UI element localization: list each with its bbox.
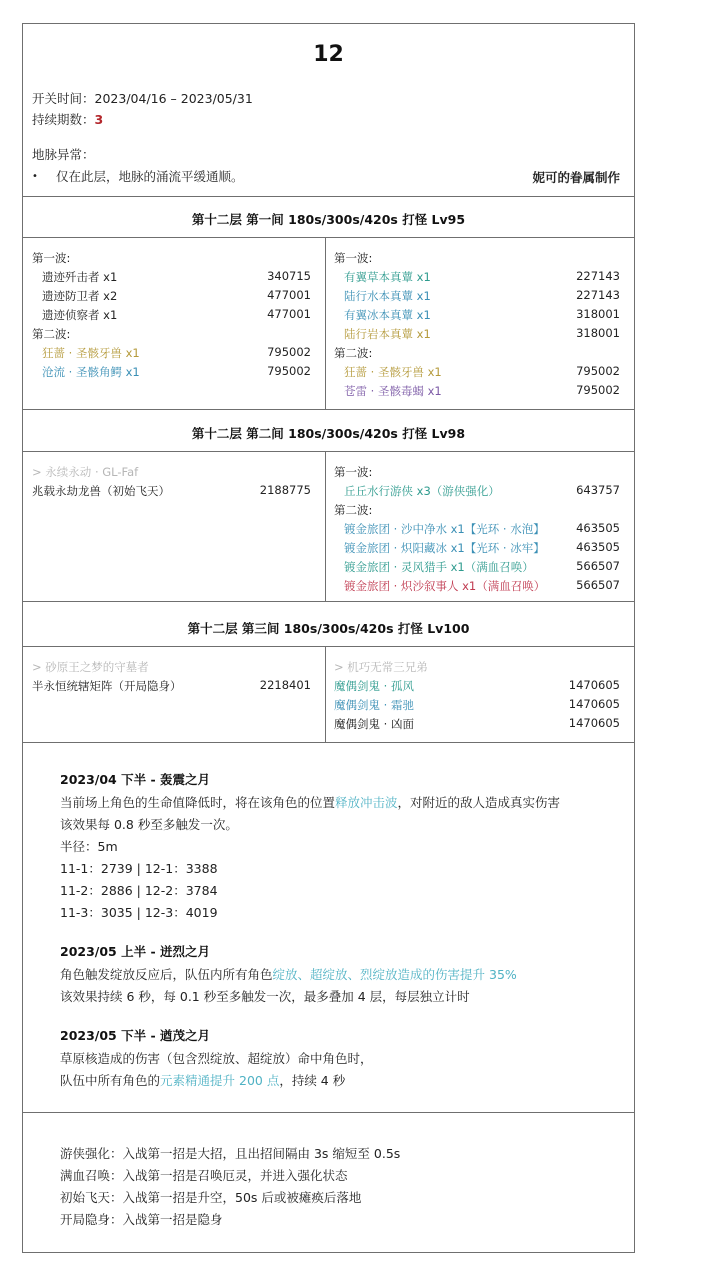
enemy-hp: 2218401	[259, 678, 311, 692]
note-ranger-buff: 游侠强化：入战第一招是大招，且出招间隔由 3s 缩短至 0.5s	[60, 1146, 401, 1161]
wave-label: 第一波:	[32, 251, 71, 265]
moon-1-cooldown: 该效果每 0.8 秒至多触发一次。	[60, 817, 238, 832]
enemy-row: 丘丘水行游侠 x3（游侠强化）	[344, 484, 500, 498]
chamber-3-title: 第十二层 第三间 180s/300s/420s 打怪 Lv100	[187, 621, 470, 636]
enemy-row: 遗迹防卫者 x2	[42, 289, 118, 303]
wave-label: 第一波:	[334, 251, 373, 265]
author-credit: 妮可的眷属制作	[532, 170, 620, 185]
enemy-row: 魔偶剑鬼 · 孤风	[334, 679, 414, 693]
chamber-2-title: 第十二层 第二间 180s/300s/420s 打怪 Lv98	[191, 426, 466, 441]
enemy-row: 陆行水本真蕈 x1	[344, 289, 431, 303]
note-full-hp-summon: 满血召唤：入战第一招是召唤厄灵，并进入强化状态	[60, 1168, 348, 1183]
enemy-hp: 1470605	[568, 678, 620, 692]
enemy-hp: 477001	[267, 288, 311, 302]
enemy-row: 有翼冰本真蕈 x1	[344, 308, 431, 322]
moon-1-radius: 半径：5m	[60, 839, 118, 854]
chamber-1-title: 第十二层 第一间 180s/300s/420s 打怪 Lv95	[191, 212, 466, 227]
enemy-row: 遗迹侦察者 x1	[42, 308, 118, 322]
enemy-row: 镀金旅团 · 炽沙叙事人 x1（满血召唤）	[344, 579, 546, 593]
divider	[23, 237, 634, 238]
divider	[23, 742, 634, 743]
ley-line-text: 仅在此层，地脉的涌流平缓通顺。	[56, 169, 244, 184]
enemy-hp: 795002	[267, 345, 311, 359]
enemy-row: 魔偶剑鬼 · 凶面	[334, 717, 414, 731]
divider	[23, 601, 634, 602]
half-divider	[325, 237, 326, 409]
enemy-row: 陆行岩本真蕈 x1	[344, 327, 431, 341]
enemy-hp: 566507	[576, 559, 620, 573]
enemy-row: 兆载永劫龙兽（初始飞天）	[32, 484, 170, 498]
open-time: 开关时间：2023/04/16 – 2023/05/31	[32, 91, 253, 106]
enemy-hp: 318001	[576, 307, 620, 321]
boss-group-label: > 砂原王之梦的守墓者	[32, 660, 149, 674]
moon-3-effect: 队伍中所有角色的元素精通提升 200 点，持续 4 秒	[60, 1073, 346, 1088]
enemy-row: 魔偶剑鬼 · 霜驰	[334, 698, 414, 712]
wave-label: 第二波:	[334, 346, 373, 360]
moon-2-desc: 角色触发绽放反应后，队伍内所有角色绽放、超绽放、烈绽放造成的伤害提升 35%	[60, 967, 517, 982]
note-stealth-start: 开局隐身：入战第一招是隐身	[60, 1212, 223, 1227]
enemy-row: 镀金旅团 · 炽阳藏冰 x1【光环 · 冰牢】	[344, 541, 545, 555]
ley-line-label: 地脉异常：	[32, 147, 95, 162]
enemy-row: 狂蔷 · 圣骸牙兽 x1	[42, 346, 140, 360]
enemy-row: 遗迹歼击者 x1	[42, 270, 118, 284]
enemy-hp: 227143	[576, 288, 620, 302]
note-initial-flight: 初始飞天：入战第一招是升空，50s 后或被瘫痪后落地	[60, 1190, 362, 1205]
half-divider	[325, 646, 326, 742]
wave-label: 第一波:	[334, 465, 373, 479]
moon-1-desc: 当前场上角色的生命值降低时，将在该角色的位置释放冲击波，对附近的敌人造成真实伤害	[60, 795, 561, 810]
enemy-hp: 566507	[576, 578, 620, 592]
enemy-hp: 795002	[576, 383, 620, 397]
moon-1-damage-row: 11-2：2886 | 12-2：3784	[60, 883, 218, 898]
wave-label: 第二波:	[32, 327, 71, 341]
moon-2-title: 2023/05 上半 - 迸烈之月	[60, 944, 210, 959]
moon-3-desc: 草原核造成的伤害（包含烈绽放、超绽放）命中角色时，	[60, 1051, 373, 1066]
enemy-row: 沧流 · 圣骸角鳄 x1	[42, 365, 140, 379]
divider	[23, 409, 634, 410]
half-divider	[325, 451, 326, 601]
enemy-row: 有翼草本真蕈 x1	[344, 270, 431, 284]
enemy-hp: 2188775	[259, 483, 311, 497]
enemy-row: 苍雷 · 圣骸毒蝎 x1	[344, 384, 442, 398]
enemy-hp: 463505	[576, 521, 620, 535]
moon-1-title: 2023/04 下半 - 轰震之月	[60, 772, 210, 787]
enemy-row: 镀金旅团 · 沙中净水 x1【光环 · 水泡】	[344, 522, 545, 536]
boss-group-label: > 机巧无常三兄弟	[334, 660, 428, 674]
wave-label: 第二波:	[334, 503, 373, 517]
floor-number: 12	[313, 42, 344, 67]
enemy-hp: 1470605	[568, 697, 620, 711]
enemy-hp: 477001	[267, 307, 311, 321]
divider	[23, 646, 634, 647]
enemy-hp: 463505	[576, 540, 620, 554]
divider	[23, 1112, 634, 1113]
enemy-hp: 1470605	[568, 716, 620, 730]
boss-group-label: > 永续永动 · GL-Faf	[32, 465, 139, 479]
enemy-row: 狂蔷 · 圣骸牙兽 x1	[344, 365, 442, 379]
bullet-icon: •	[32, 171, 38, 182]
divider	[23, 196, 634, 197]
duration-periods: 持续期数：3	[32, 112, 104, 127]
enemy-hp: 340715	[267, 269, 311, 283]
enemy-hp: 227143	[576, 269, 620, 283]
enemy-hp: 643757	[576, 483, 620, 497]
moon-2-duration: 该效果持续 6 秒，每 0.1 秒至多触发一次，最多叠加 4 层，每层独立计时	[60, 989, 470, 1004]
moon-3-title: 2023/05 下半 - 遒茂之月	[60, 1028, 210, 1043]
divider	[23, 451, 634, 452]
enemy-hp: 795002	[576, 364, 620, 378]
moon-1-damage-row: 11-3：3035 | 12-3：4019	[60, 905, 218, 920]
enemy-row: 镀金旅团 · 灵风猎手 x1（满血召唤）	[344, 560, 534, 574]
enemy-row: 半永恒统辖矩阵（开局隐身）	[32, 679, 182, 693]
enemy-hp: 318001	[576, 326, 620, 340]
moon-1-damage-row: 11-1：2739 | 12-1：3388	[60, 861, 218, 876]
enemy-hp: 795002	[267, 364, 311, 378]
abyss-floor-sheet	[22, 23, 635, 1253]
